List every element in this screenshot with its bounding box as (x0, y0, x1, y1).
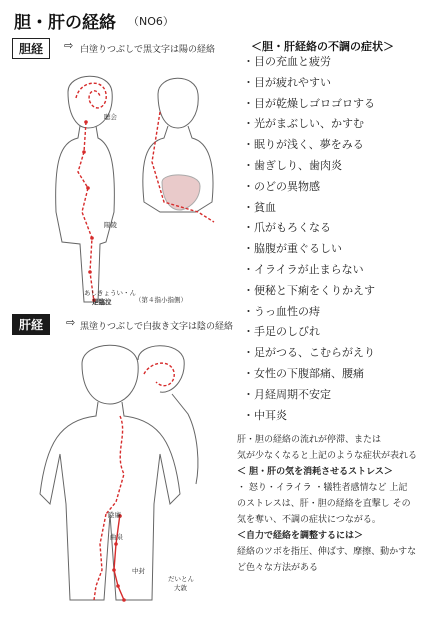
symptom-item: ・目が乾燥しゴロゴロする (243, 96, 375, 110)
liver-description: 黒塗りつぶしで白抜き文字は陰の経絡 (80, 322, 234, 332)
notes-block (237, 432, 417, 576)
label-point-shin: 中封 (132, 567, 145, 575)
symptom-item: ・歯ぎしり、歯肉炎 (243, 158, 342, 172)
figure-front-body (40, 402, 180, 600)
symptoms-heading: ＜胆・肝経絡の不調の症状＞ (251, 40, 394, 53)
label-point-knee: 曲泉 (110, 533, 123, 541)
stress-line: ・ 怒り・イライラ ・犠牲者感情など 上記 (237, 483, 408, 493)
label-point-leg: 陽陵 (104, 221, 117, 229)
symptom-item: ・のどの異物感 (243, 179, 320, 193)
gallbladder-meridian-figure (40, 62, 240, 310)
gallbladder-tag: 胆経 (12, 38, 50, 59)
symptom-item: ・爪がもろくなる (243, 221, 331, 235)
acupoint-dot (86, 186, 90, 190)
symptom-item: ・眠りが浅く、夢をみる (243, 138, 364, 152)
label-point-toe: 大敦 (174, 584, 187, 592)
acupoint-dot (82, 150, 86, 154)
acupoint-dot (122, 598, 126, 602)
acupoint-dot (84, 120, 88, 124)
symptoms-list (243, 52, 375, 426)
symptom-item: ・イライラが止まらない (243, 262, 364, 276)
liver-meridian-figure (20, 334, 220, 610)
page-title: 胆・肝の経絡 (14, 13, 116, 33)
page-number: （NO6） (128, 15, 174, 28)
liver-meridian-leg (94, 514, 106, 600)
figure-front-head (82, 345, 138, 404)
symptom-item: ・目が疲れやすい (243, 75, 331, 89)
gallbladder-meridian-head (76, 83, 106, 108)
liver-meridian-torso (106, 416, 124, 514)
label-finger-note: （第４指小指側） (135, 296, 187, 304)
symptom-item: ・目の充血と疲労 (243, 55, 331, 68)
acupoint-dot (88, 270, 92, 274)
symptom-item: ・手足のしびれ (243, 325, 320, 339)
stress-line: のストレスは、肝・胆の経絡を直撃し その (237, 499, 411, 509)
acupoint-dot (112, 568, 116, 572)
stress-heading: ＜ 胆・肝の気を消耗させるストレス＞ (237, 467, 393, 477)
symptom-item: ・女性の下腹部痛、腰痛 (243, 366, 364, 380)
gallbladder-description: 白塗りつぶしで黒文字は陽の経絡 (80, 45, 216, 55)
acupoint-dot (90, 236, 94, 240)
label-point-foot: 足臨泣 (92, 298, 112, 306)
notes-intro-line: 気が少なくなると上記のような症状が表れる (237, 451, 418, 461)
symptom-item: ・便秘と下痢をくりかえす (243, 283, 375, 297)
stress-line: 気を奪い、不調の症状につながる。 (237, 515, 381, 525)
adjust-line: ど色々な方法がある (237, 563, 319, 573)
notes-intro-line: 肝・胆の経絡の流れが停滞、または (237, 435, 382, 445)
symptom-item: ・月経周期不安定 (243, 387, 331, 401)
acupoint-dot (114, 542, 118, 546)
arrow-icon: ⇨ (64, 39, 74, 52)
gallbladder-meridian-body (78, 122, 94, 302)
symptom-item: ・脇腹が重ぐるしい (243, 242, 342, 256)
symptom-item: ・貧血 (243, 200, 276, 214)
liver-meridian-head (144, 363, 174, 386)
label-point-head: 聴会 (104, 113, 117, 121)
label-toe-reading: だいとん (168, 575, 194, 583)
adjust-line: 経絡のツボを指圧、伸ばす、摩擦、動かすな (237, 547, 417, 557)
adjust-heading: ＜自力で経絡を調整するには＞ (237, 531, 364, 541)
label-foot-reading: あしきょうい・ん (84, 289, 136, 297)
symptom-item: ・うっ血性の痔 (243, 304, 320, 318)
symptom-item: ・中耳炎 (243, 408, 287, 422)
figure-back-head (158, 78, 198, 128)
acupoint-dot (116, 584, 120, 588)
symptom-item: ・足がつる、こむらがえり (243, 346, 375, 360)
symptom-item: ・光がまぶしい、かすむ (243, 117, 364, 131)
figure-buttock (162, 175, 200, 210)
arrow-icon: ⇨ (66, 316, 76, 329)
liver-tag: 肝経 (12, 314, 50, 335)
label-point-thigh: 陰廉 (108, 511, 121, 519)
